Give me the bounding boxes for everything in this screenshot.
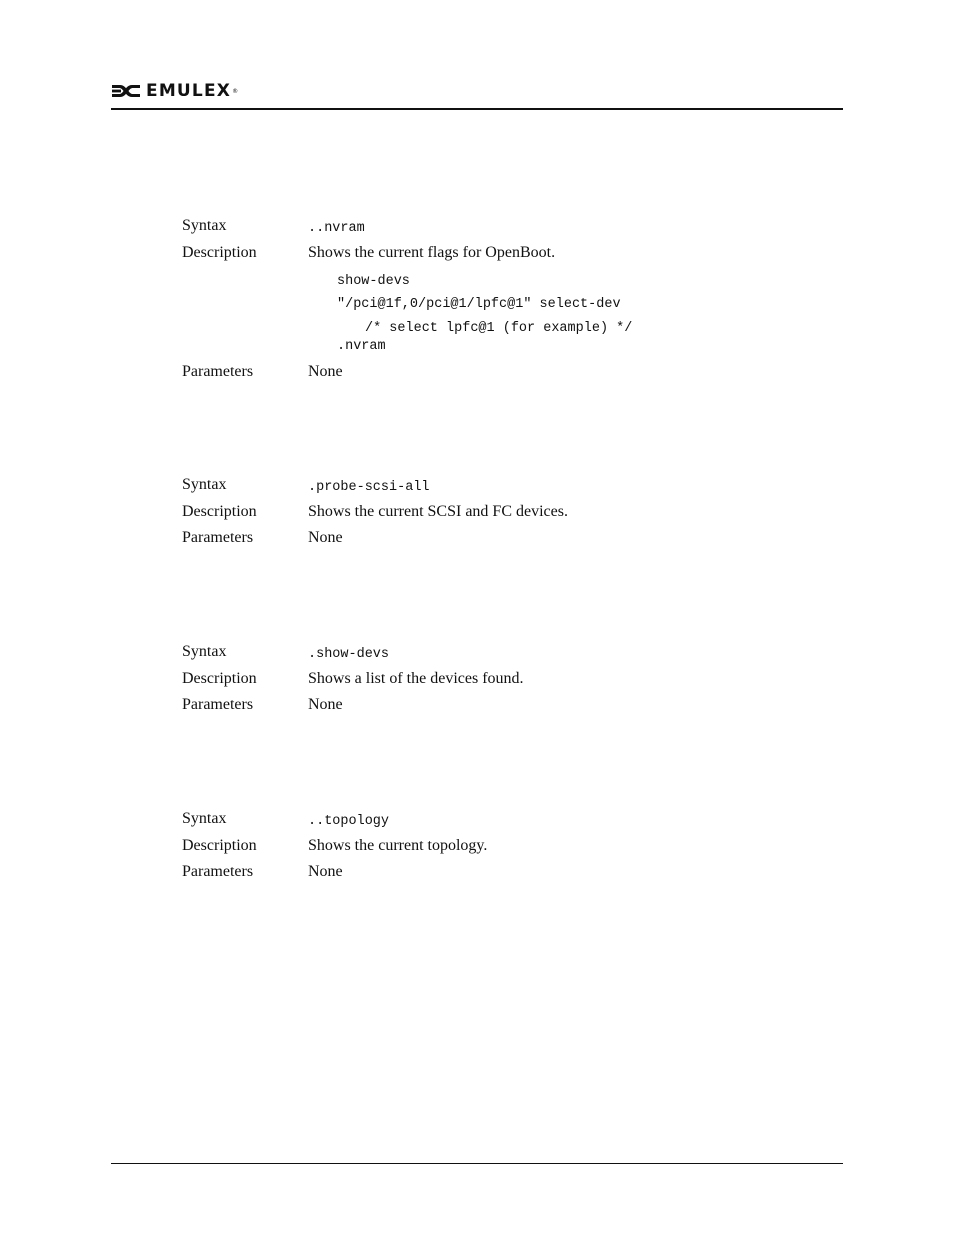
parameters-label: Parameters — [182, 529, 254, 546]
code-line: show-devs — [337, 274, 410, 289]
code-line: "/pci@1f,0/pci@1/lpfc@1" select-dev — [337, 297, 621, 312]
command-entry-nvram — [182, 215, 782, 388]
description-row — [182, 501, 782, 528]
syntax-row — [182, 474, 782, 501]
syntax-value: ..topology — [308, 814, 390, 829]
syntax-label: Syntax — [182, 476, 227, 493]
parameters-label: Parameters — [182, 363, 254, 380]
syntax-row — [182, 215, 782, 242]
trademark-symbol: ® — [232, 87, 239, 95]
syntax-value: ..nvram — [308, 221, 365, 236]
parameters-row — [182, 361, 782, 388]
parameters-row — [182, 861, 782, 888]
parameters-label: Parameters — [182, 863, 254, 880]
syntax-label: Syntax — [182, 643, 227, 660]
parameters-value: None — [308, 363, 343, 380]
description-row — [182, 242, 782, 269]
parameters-label: Parameters — [182, 696, 254, 713]
code-line: /* select lpfc@1 (for example) */ — [365, 321, 633, 336]
parameters-value: None — [308, 863, 343, 880]
code-example — [182, 268, 782, 361]
description-label: Description — [182, 836, 257, 854]
command-entry-show-devs — [182, 641, 782, 721]
syntax-value: .show-devs — [308, 647, 390, 662]
description-value: Shows the current SCSI and FC devices. — [308, 502, 568, 520]
description-label: Description — [182, 669, 257, 687]
parameters-row — [182, 527, 782, 554]
syntax-label: Syntax — [182, 810, 227, 827]
syntax-value: .probe-scsi-all — [308, 480, 430, 495]
parameters-row — [182, 694, 782, 721]
parameters-value: None — [308, 529, 343, 546]
code-line: .nvram — [337, 339, 386, 354]
emulex-logo — [111, 80, 238, 102]
description-label: Description — [182, 502, 257, 520]
brand-name: EMULEX — [146, 81, 232, 101]
parameters-value: None — [308, 696, 343, 713]
syntax-label: Syntax — [182, 217, 227, 234]
description-row — [182, 668, 782, 695]
command-entry-probe-scsi-all — [182, 474, 782, 554]
description-value: Shows a list of the devices found. — [308, 669, 524, 687]
description-value: Shows the current flags for OpenBoot. — [308, 243, 556, 261]
description-row — [182, 835, 782, 862]
page-header — [111, 78, 843, 110]
emulex-logo-icon — [111, 83, 141, 99]
description-label: Description — [182, 243, 257, 261]
footer-rule — [111, 1163, 843, 1164]
header-rule — [111, 108, 843, 110]
command-entry-topology — [182, 808, 782, 888]
syntax-row — [182, 808, 782, 835]
description-value: Shows the current topology. — [308, 836, 488, 854]
syntax-row — [182, 641, 782, 668]
